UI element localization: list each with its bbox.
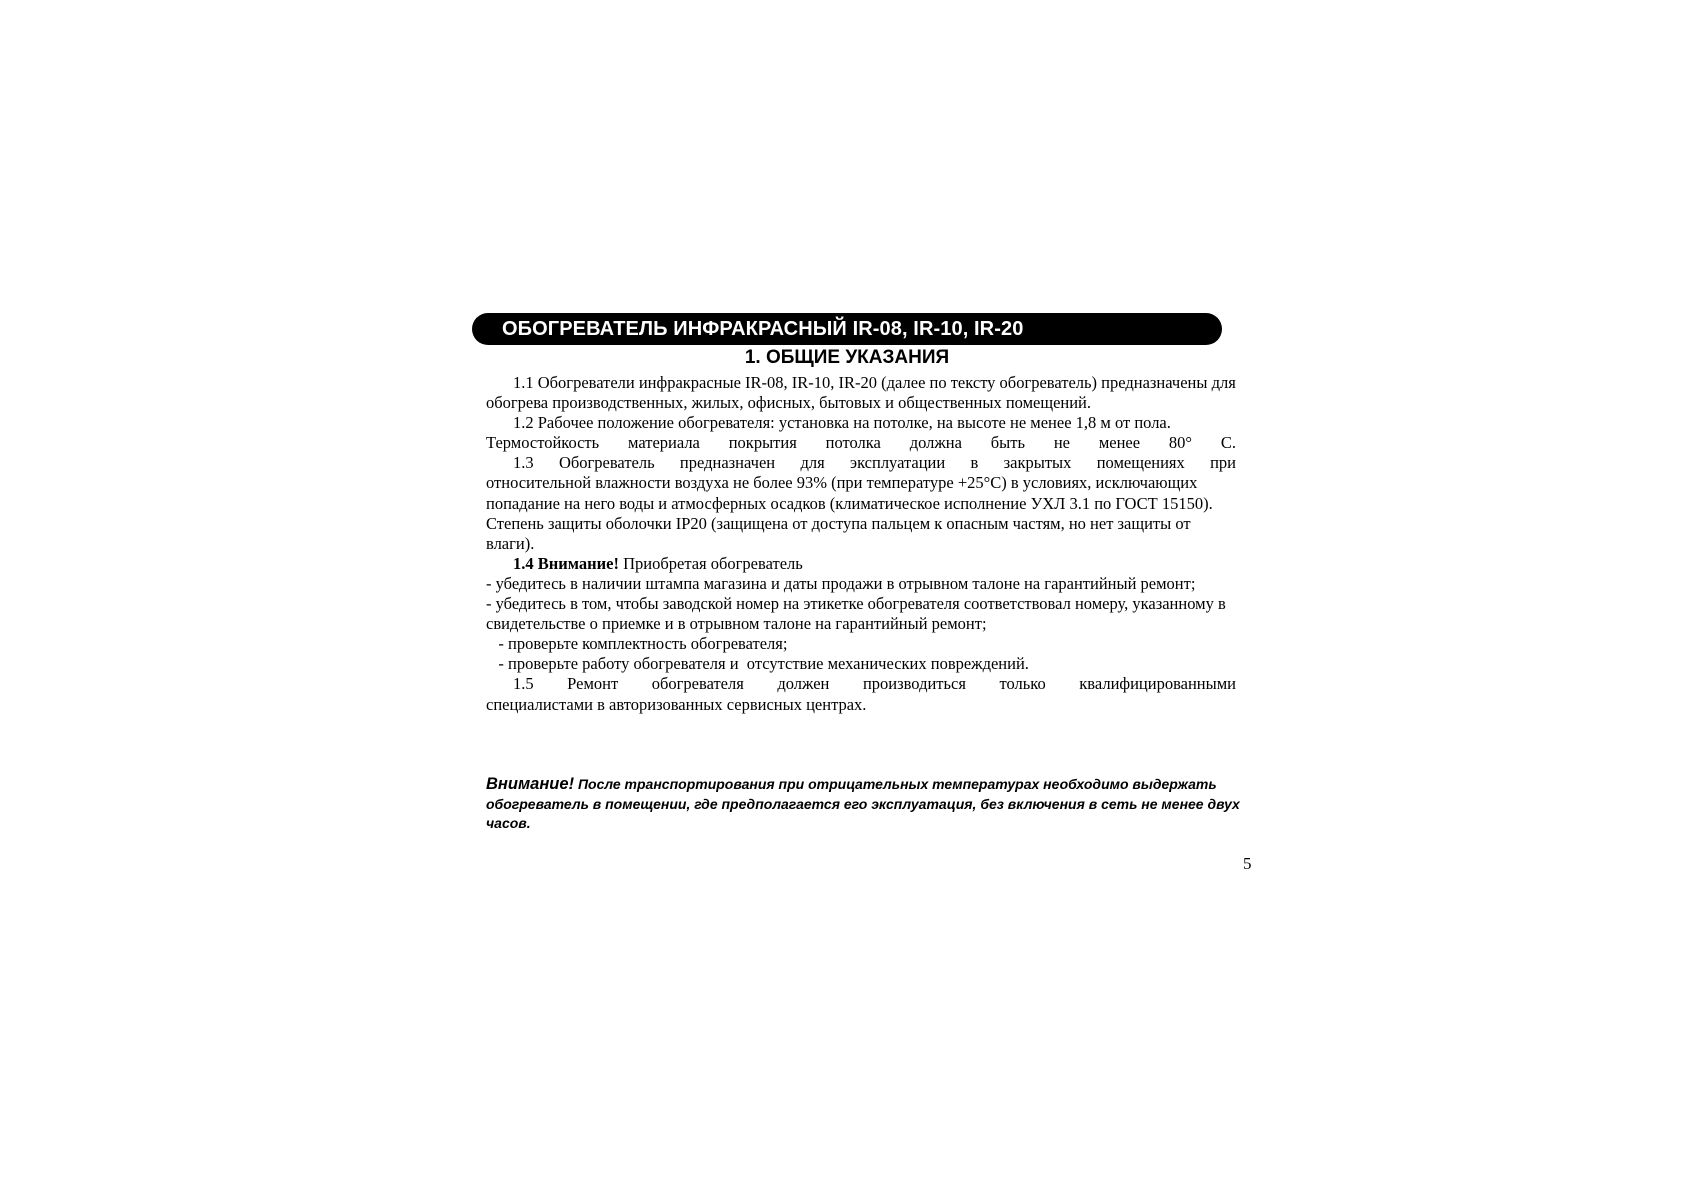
- section-heading: 1. ОБЩИЕ УКАЗАНИЯ: [744, 347, 950, 368]
- bullet-item-4: - проверьте работу обогревателя и отсутствие механических повреждений.: [486, 654, 1029, 674]
- notice-text: После транспортирования при отрицательных температурах необходимо выдержать обогреватель в помещении, где предполагается его эксплуатация, без включения в сеть не менее двух часов.: [486, 776, 1240, 831]
- paragraph-1-2-line-2: Термостойкость материала покрытия потолка должна быть не менее 80° С.: [486, 433, 1236, 453]
- paragraph-1-5-line-1: 1.5 Ремонт обогревателя должен производиться только квалифицированными: [513, 674, 1236, 694]
- paragraph-1-4-bold: 1.4 Внимание!: [513, 553, 619, 573]
- document-title: ОБОГРЕВАТЕЛЬ ИНФРАКРАСНЫЙ IR-08, IR-10, IR-20: [502, 317, 1024, 340]
- page-number: 5: [1243, 854, 1252, 873]
- paragraph-1-4-text: Приобретая обогреватель: [618, 553, 803, 573]
- paragraph-1-1: 1.1 Обогреватели инфракрасные IR-08, IR-10, IR-20 (далее по тексту обогреватель) предназначены для обогрева производственных, жилых, офисных, бытовых и общественных помещений.: [486, 373, 1236, 413]
- paragraph-1-3-rest: относительной влажности воздуха не более 93% (при температуре +25°С) в условиях, исключающих попадание на него воды и атмосферных осадков (климатическое исполнение УХЛ 3.1 по ГОСТ 15150). Степень защиты оболочки IP20 (защищена от доступа пальцем к опасным частям, но нет защиты от влаги).: [486, 473, 1213, 553]
- paragraph-1-5-line-2: специалистами в авторизованных сервисных центрах.: [486, 694, 867, 714]
- paragraph-1-2-line-1: 1.2 Рабочее положение обогревателя: установка на потолке, на высоте не менее 1,8 м от пола.: [513, 413, 1171, 433]
- notice-block: [486, 775, 1241, 834]
- paragraph-1-4: [486, 554, 1236, 574]
- title-banner: [472, 313, 1222, 345]
- body-text: [486, 373, 1236, 715]
- notice-lead: Внимание!: [486, 775, 575, 793]
- bullet-item-3: - проверьте комплектность обогревателя;: [486, 634, 788, 654]
- bullet-item-1: - убедитесь в наличии штампа магазина и даты продажи в отрывном талоне на гарантийный ремонт;: [486, 573, 1196, 593]
- paragraph-1-3-line-1: 1.3 Обогреватель предназначен для эксплуатации в закрытых помещениях при: [513, 453, 1236, 473]
- bullet-item-2: - убедитесь в том, чтобы заводской номер на этикетке обогревателя соответствовал номеру, указанному в свидетельстве о приемке и в отрывном талоне на гарантийный ремонт;: [486, 594, 1226, 634]
